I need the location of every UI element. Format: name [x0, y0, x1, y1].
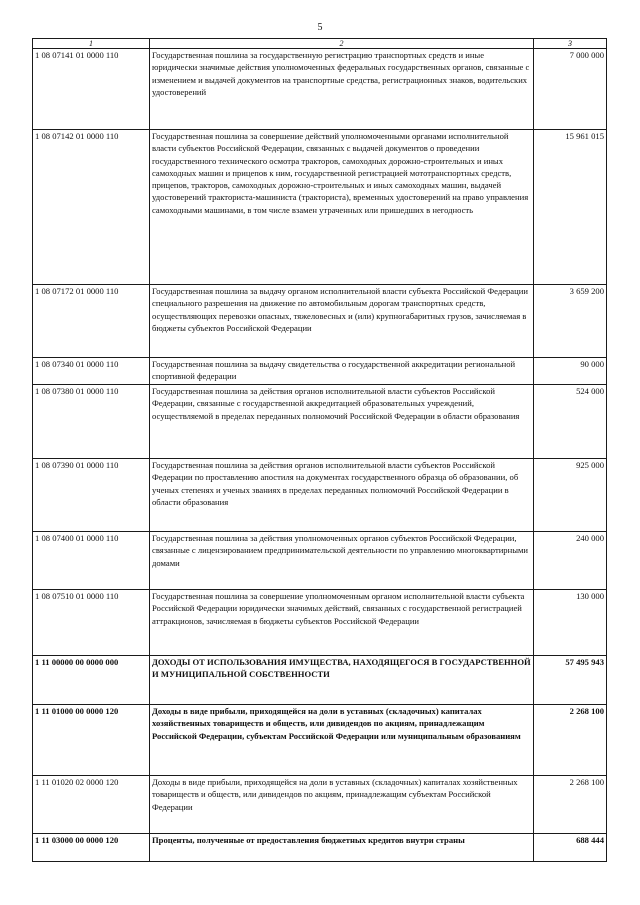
- column-header-description: 2: [150, 39, 534, 49]
- row-code: 1 11 01020 02 0000 120: [33, 776, 150, 834]
- row-description: Государственная пошлина за выдачу свидетельства о государственной аккредитации региональной спортивной федерации: [150, 358, 534, 385]
- column-number-row: [33, 39, 607, 49]
- row-amount: 2 268 100: [534, 776, 607, 834]
- row-amount: 688 444: [534, 834, 607, 862]
- table-row: [33, 656, 607, 705]
- revenue-table: [32, 38, 607, 862]
- table-row: [33, 385, 607, 459]
- table-row: [33, 285, 607, 358]
- row-code: 1 08 07510 01 0000 110: [33, 590, 150, 656]
- table-row: [33, 49, 607, 130]
- page-number: 5: [317, 22, 323, 33]
- row-description: Государственная пошлина за действия уполномоченных органов субъектов Российской Федерации, связанные с лицензированием предпринимательской деятельности по управлению многоквартирными домами: [150, 532, 534, 590]
- table-row: [33, 130, 607, 285]
- row-description: Доходы в виде прибыли, приходящейся на доли в уставных (складочных) капиталах хозяйственных товариществ и обществ, или дивидендов по акциям, принадлежащим субъектам Российской Федерации: [150, 776, 534, 834]
- row-amount: 57 495 943: [534, 656, 607, 705]
- row-code: 1 08 07390 01 0000 110: [33, 459, 150, 532]
- row-amount: 524 000: [534, 385, 607, 459]
- row-amount: 2 268 100: [534, 705, 607, 776]
- table-row: [33, 459, 607, 532]
- row-code: 1 08 07142 01 0000 110: [33, 130, 150, 285]
- row-code: 1 11 01000 00 0000 120: [33, 705, 150, 776]
- row-amount: 3 659 200: [534, 285, 607, 358]
- row-description: Государственная пошлина за действия органов исполнительной власти субъектов Российской Федерации, связанные с государственной аккредитацией образовательных учреждений, осуществляемой в пределах переданных полномочий Российской Федерации в области образования: [150, 385, 534, 459]
- row-amount: 240 000: [534, 532, 607, 590]
- row-code: 1 08 07172 01 0000 110: [33, 285, 150, 358]
- column-header-amount: 3: [534, 39, 607, 49]
- row-code: 1 11 00000 00 0000 000: [33, 656, 150, 705]
- row-code: 1 08 07340 01 0000 110: [33, 358, 150, 385]
- table-row: [33, 532, 607, 590]
- row-description: Государственная пошлина за выдачу органом исполнительной власти субъекта Российской Федерации специального разрешения на движение по автомобильным дорогам транспортных средств, осуществляющих перевозки опасных, тяжеловесных и (или) крупногабаритных грузов, зачисляемая в бюджеты субъектов Российской Федерации: [150, 285, 534, 358]
- table-row: [33, 834, 607, 862]
- row-description: ДОХОДЫ ОТ ИСПОЛЬЗОВАНИЯ ИМУЩЕСТВА, НАХОДЯЩЕГОСЯ В ГОСУДАРСТВЕННОЙ И МУНИЦИПАЛЬНОЙ СОБСТВЕННОСТИ: [150, 656, 534, 705]
- table-row: [33, 358, 607, 385]
- row-amount: 15 961 015: [534, 130, 607, 285]
- row-amount: 90 000: [534, 358, 607, 385]
- row-description: Государственная пошлина за совершение уполномоченным органом исполнительной власти субъекта Российской Федерации юридически значимых действий, связанных с государственной регистрацией аттракционов, зачисляемая в бюджеты субъектов Российской Федерации: [150, 590, 534, 656]
- row-amount: 130 000: [534, 590, 607, 656]
- row-description: Государственная пошлина за действия органов исполнительной власти субъектов Российской Федерации по проставлению апостиля на документах государственного образца об образовании, об ученых степенях и ученых званиях в пределах переданных полномочий Российской Федерации в области образования: [150, 459, 534, 532]
- table-row: [33, 590, 607, 656]
- row-description: Государственная пошлина за совершение действий уполномоченными органами исполнительной власти субъектов Российской Федерации, связанных с выдачей документов о проведении государственного технического осмотра тракторов, самоходных дорожно-строительных и иных самоходных машин и прицепов к ним, государственной регистрацией мототранспортных средств, прицепов, тракторов, самоходных дорожно-строительных и иных самоходных машин, выдачей удостоверений тракториста-машиниста (тракториста), временных удостоверений на право управления самоходными машинами, в том числе взамен утраченных или пришедших в негодность: [150, 130, 534, 285]
- column-header-code: 1: [33, 39, 150, 49]
- row-code: 1 08 07141 01 0000 110: [33, 49, 150, 130]
- row-code: 1 11 03000 00 0000 120: [33, 834, 150, 862]
- row-description: Государственная пошлина за государственную регистрацию транспортных средств и иные юридически значимые действия уполномоченных федеральных государственных органов, связанные с изменением и выдачей документов на транспортные средства, регистрационных знаков, водительских удостоверений: [150, 49, 534, 130]
- table-row: [33, 705, 607, 776]
- table-row: [33, 776, 607, 834]
- row-amount: 925 000: [534, 459, 607, 532]
- row-code: 1 08 07400 01 0000 110: [33, 532, 150, 590]
- row-description: Доходы в виде прибыли, приходящейся на доли в уставных (складочных) капиталах хозяйственных товариществ и обществ, или дивидендов по акциям, принадлежащим Российской Федерации, субъектам Российской Федерации или муниципальным образованиям: [150, 705, 534, 776]
- row-code: 1 08 07380 01 0000 110: [33, 385, 150, 459]
- row-description: Проценты, полученные от предоставления бюджетных кредитов внутри страны: [150, 834, 534, 862]
- row-amount: 7 000 000: [534, 49, 607, 130]
